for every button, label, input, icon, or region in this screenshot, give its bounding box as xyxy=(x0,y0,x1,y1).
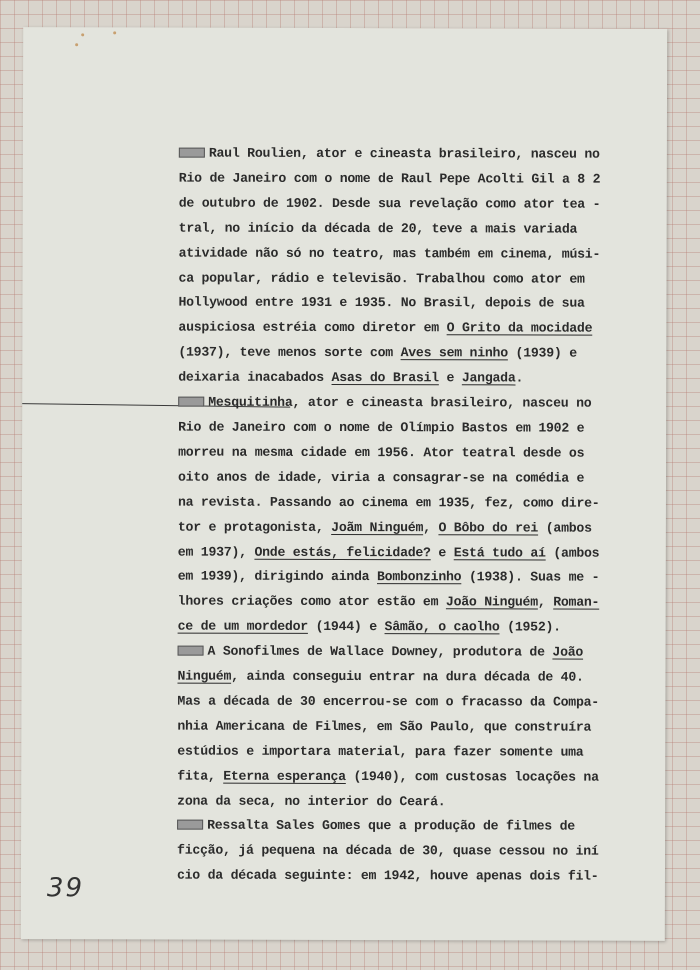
text-segment: (ambos xyxy=(538,520,592,536)
text-line xyxy=(178,590,648,616)
text-segment: em 1939), dirigindo ainda xyxy=(177,568,378,585)
text-segment: zona da seca, no interior do Ceará. xyxy=(177,793,446,809)
film-title: Eterna esperança xyxy=(223,768,346,784)
text-segment: em 1937), xyxy=(177,544,255,560)
text-segment: (1940), com custosas locações na xyxy=(345,768,599,785)
text-segment: e xyxy=(430,544,454,560)
text-segment: Raul Roulien, ator e cineasta brasileiro, nasceu no xyxy=(208,145,600,162)
text-line xyxy=(177,789,647,815)
paper-speck xyxy=(113,31,116,34)
text-line xyxy=(178,416,648,442)
text-segment: lhores criações como ator estão em xyxy=(177,593,446,610)
text-line xyxy=(178,515,648,541)
film-title: Aves sem ninho xyxy=(400,345,508,361)
text-line xyxy=(179,241,649,267)
text-segment: , xyxy=(537,594,554,610)
text-segment: (1952). xyxy=(499,619,561,635)
film-title: Bombonzinho xyxy=(377,569,462,585)
handwritten-page-number: 39 xyxy=(46,873,85,904)
film-title: O Bôbo do rei xyxy=(438,519,539,536)
text-segment: cio da década seguinte: em 1942, houve apenas dois fil- xyxy=(176,867,599,884)
text-segment: e xyxy=(438,370,462,386)
text-line xyxy=(177,665,647,691)
text-segment: ca popular, rádio e televisão. Trabalhou como ator em xyxy=(178,270,585,287)
paragraph xyxy=(178,142,649,392)
text-line xyxy=(177,714,647,740)
text-segment: , xyxy=(423,519,439,535)
text-segment: Hollywood entre 1931 e 1935. No Brasil, depois de sua xyxy=(178,295,585,312)
paragraph xyxy=(177,640,647,816)
text-line xyxy=(179,166,649,192)
text-segment: (ambos xyxy=(545,545,600,561)
typewritten-text xyxy=(177,142,649,890)
text-segment: tor e protagonista, xyxy=(177,519,332,535)
text-line xyxy=(177,739,647,765)
text-segment: deixaria inacabados xyxy=(178,369,332,386)
paragraph-marker-icon xyxy=(178,397,204,407)
text-segment: , ainda conseguiu entrar na dura década de 40. xyxy=(231,668,584,685)
film-title: Onde estás, felicidade? xyxy=(254,544,431,560)
paper-speck xyxy=(75,43,78,46)
film-title: O Grito da mocidade xyxy=(446,320,593,336)
film-title: Está tudo aí xyxy=(453,544,546,561)
film-title: Ninguém xyxy=(177,668,232,684)
text-segment: A Sonofilmes de Wallace Downey, produtora de xyxy=(207,643,553,660)
text-line xyxy=(179,142,649,168)
text-segment: na revista. Passando ao cinema em 1935, fez, como dire- xyxy=(177,494,600,511)
text-line xyxy=(178,540,648,566)
text-line xyxy=(178,316,648,342)
text-line xyxy=(178,615,648,641)
text-line xyxy=(177,839,647,865)
film-title: Jangada xyxy=(461,370,516,386)
text-segment: . xyxy=(515,370,524,386)
text-segment: ficção, já pequena na década de 30, quase cessou no iní xyxy=(177,842,599,860)
text-segment: de outubro de 1902. Desde sua revelação como ator tea - xyxy=(178,195,601,212)
text-line xyxy=(177,764,647,790)
film-title: ce de um mordedor xyxy=(177,618,308,635)
text-segment: estúdios e importara material, para fazer somente uma xyxy=(177,743,584,760)
paragraph xyxy=(177,814,647,890)
text-segment: Mesquitinha, ator e cineasta brasileiro, nasceu no xyxy=(208,394,592,411)
text-segment: atividade não só no teatro, mas também em cinema, músi- xyxy=(178,245,601,262)
paragraph-marker-icon xyxy=(178,646,204,656)
text-line xyxy=(178,366,648,392)
text-segment: morreu na mesma cidade em 1956. Ator teatral desde os xyxy=(178,444,585,461)
text-line xyxy=(179,216,649,242)
paragraph-marker-icon xyxy=(179,148,205,158)
text-line xyxy=(178,490,648,516)
text-line xyxy=(178,291,648,317)
text-segment: auspiciosa estréia como diretor em xyxy=(178,319,447,336)
text-line xyxy=(177,690,647,716)
text-line xyxy=(178,341,648,367)
paragraph xyxy=(178,391,649,641)
text-segment: (1937), teve menos sorte com xyxy=(178,344,401,361)
text-line xyxy=(178,565,648,591)
text-segment: Rio de Janeiro com o nome de Raul Pepe Acolti Gil a 8 2 xyxy=(178,170,601,187)
text-line xyxy=(177,864,647,890)
text-segment: (1944) e xyxy=(307,619,385,635)
paper-speck xyxy=(81,33,84,36)
film-title: Joãm Ninguém xyxy=(331,519,424,535)
film-title: Asas do Brasil xyxy=(331,370,439,386)
text-segment: nhia Americana de Filmes, em São Paulo, que construíra xyxy=(177,718,592,735)
film-title: Sâmão, o caolho xyxy=(384,619,500,635)
text-line xyxy=(179,191,649,217)
text-segment: fita, xyxy=(177,768,224,784)
text-line xyxy=(178,465,648,491)
text-line xyxy=(178,640,648,666)
text-line xyxy=(179,266,649,292)
film-title: João xyxy=(552,644,584,660)
text-segment: Rio de Janeiro com o nome de Olímpio Bastos em 1902 e xyxy=(178,419,585,436)
typed-page xyxy=(21,27,667,941)
text-segment: tral, no início da década de 20, teve a mais variada xyxy=(178,220,578,237)
text-segment: oito anos de idade, viria a consagrar-se na comédia e xyxy=(177,469,585,486)
text-segment: (1939) e xyxy=(507,345,577,361)
text-line xyxy=(178,440,648,466)
text-segment: Mas a década de 30 encerrou-se com o fracasso da Compa- xyxy=(177,693,599,710)
paragraph-marker-icon xyxy=(177,820,203,830)
text-line xyxy=(177,814,647,840)
film-title: João Ninguém xyxy=(445,594,538,610)
film-title: Roman- xyxy=(553,594,600,610)
text-line xyxy=(178,391,648,417)
text-segment: Ressalta Sales Gomes que a produção de filmes de xyxy=(207,818,575,835)
text-segment: (1938). Suas me - xyxy=(461,569,600,586)
